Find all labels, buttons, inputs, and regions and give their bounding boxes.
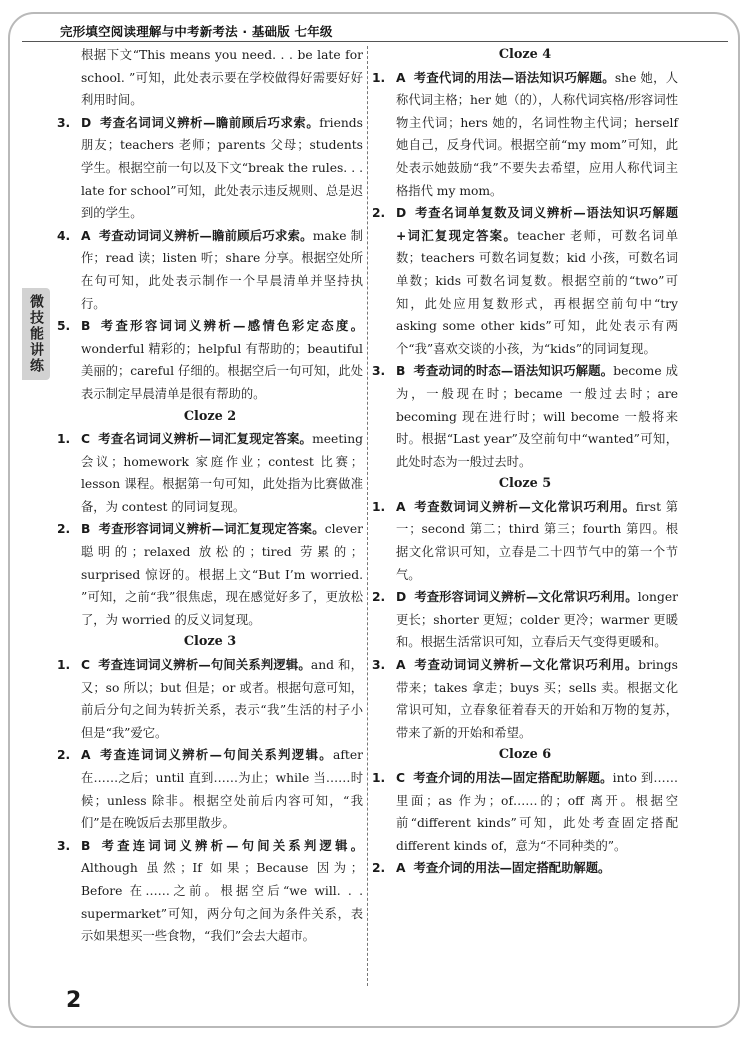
answer-letter: A — [81, 228, 91, 243]
answer-letter: A — [396, 70, 406, 85]
answer-item — [372, 360, 678, 473]
item-number: 3. — [372, 364, 386, 379]
item-body: clever 聪明的；relaxed 放松的；tired 劳累的；surprised 惊讶的。根据上文“But I’m worried. ”可知，之前“我”很焦虑，现在感觉好多了，更放松了，为 worried 的反义词复现。 — [81, 522, 363, 627]
item-heading: 考查动词词义辨析—文化常识巧利用。 — [413, 658, 639, 673]
section-title-cloze-3: Cloze 3 — [183, 634, 237, 650]
continuation-text: 根据下文“This means you need. . . be late for school. ”可知，此处表示要在学校做得好需要好好利用时间。 — [81, 48, 363, 108]
item-body: Although 虽然；If 如果；Because 因为；Before 在……之前。根据空后“we will. . . supermarket”可知，两分句之间为条件关系，表示如果想买一些食物，“我们”会去大超市。 — [81, 861, 363, 944]
item-heading: 考查介词的用法—固定搭配助解题。 — [413, 771, 613, 785]
side-tab-label: 微技能讲练 — [28, 294, 44, 374]
item-heading: 考查形容词词义辨析—感情色彩定态度。 — [98, 319, 363, 334]
item-heading: 考查形容词词义辨析—词汇复现定答案。 — [98, 522, 325, 537]
answer-item — [57, 835, 363, 948]
item-number: 1. — [372, 771, 386, 785]
item-body: make 制作；read 读；listen 听；share 分享。根据空处所在句可知，此处表示制作一个早晨清单并坚持执行。 — [81, 228, 363, 311]
answer-item — [57, 428, 363, 518]
right-column — [372, 44, 678, 880]
item-number: 2. — [372, 861, 386, 876]
item-heading: 考查代词的用法—语法知识巧解题。 — [413, 70, 615, 85]
running-header: 完形填空阅读理解与中考新考法 · 基础版 七年级 — [60, 24, 333, 39]
item-heading: 考查介词的用法—固定搭配助解题。 — [413, 861, 611, 876]
answer-item — [57, 518, 363, 631]
item-heading: 考查形容词词义辨析—文化常识巧利用。 — [414, 590, 638, 605]
answer-letter: D — [396, 206, 407, 221]
item-number: 3. — [57, 838, 71, 853]
item-heading: 考查连词词义辨析—句间关系判逻辑。 — [98, 658, 311, 673]
answer-item — [57, 225, 363, 315]
item-heading: 考查连词词义辨析—句间关系判逻辑。 — [98, 838, 363, 853]
answer-item — [372, 586, 678, 654]
item-body: longer 更长；shorter 更短；colder 更冷；warmer 更暖和。根据生活常识可知，立春后天气变得更暖和。 — [396, 590, 678, 650]
answer-letter: C — [396, 771, 406, 785]
item-heading: 考查名词词义辨析—词汇复现定答案。 — [98, 432, 313, 447]
item-heading: 考查名词单复数及词义辨析—语法知识巧解题+词汇复现定答案。 — [396, 206, 678, 243]
header-rule — [22, 41, 728, 42]
item-body: brings 带来；takes 拿走；buys 买；sells 卖。根据文化常识可知，立春象征着春天的开始和万物的复苏，带来了新的开始和希望。 — [396, 658, 678, 740]
answer-item — [57, 112, 363, 225]
item-number: 4. — [57, 228, 71, 243]
item-number: 2. — [372, 206, 386, 221]
item-body: friends 朋友；teachers 老师；parents 父母；students 学生。根据空前一句以及下文“break the rules. . . late for school”可知，此处表示违反规则、总是迟到的学生。 — [81, 115, 363, 221]
answer-letter: A — [396, 499, 406, 514]
answer-letter: C — [81, 658, 91, 673]
answer-item — [372, 857, 678, 880]
item-heading: 考查名词词义辨析—瞻前顾后巧求索。 — [99, 115, 320, 130]
answer-item — [372, 767, 678, 857]
answer-letter: A — [396, 861, 406, 876]
item-number: 1. — [372, 499, 386, 514]
item-body: wonderful 精彩的；helpful 有帮助的；beautiful 美丽的；careful 仔细的。根据空后一句可知，此处表示制定早晨清单是很有帮助的。 — [81, 341, 363, 401]
left-column — [57, 44, 363, 948]
item-body: into 到……里面；as 作为；of……的；off 离开。根据空前“different kinds”可知，此处考查固定搭配 different kinds of，意为“不同种类的”。 — [396, 771, 678, 853]
item-number: 2. — [57, 522, 71, 537]
item-number: 1. — [57, 432, 71, 447]
answer-letter: D — [81, 115, 92, 130]
item-body: after 在……之后；until 直到……为止；while 当……时候；unless 除非。根据空处前后内容可知，“我们”是在晚饭后去那里散步。 — [81, 748, 363, 831]
answer-letter: B — [81, 319, 91, 334]
item-body: meeting 会议；homework 家庭作业；contest 比赛；lesson 课程。根据第一句可知，此处指为比赛做准备，为 contest 的同词复现。 — [81, 432, 363, 514]
item-body: first 第一；second 第二；third 第三；fourth 第四。根据文化常识可知，立春是二十四节气中的第一个节气。 — [396, 499, 678, 582]
item-number: 2. — [372, 590, 386, 605]
section-title-cloze-5: Cloze 5 — [498, 476, 552, 492]
answer-item — [57, 744, 363, 834]
section-title-cloze-2: Cloze 2 — [183, 408, 237, 424]
section-title-cloze-6: Cloze 6 — [498, 747, 552, 763]
item-body: teacher 老师，可数名词单数；teachers 可数名词复数；kid 小孩，可数名词单数；kids 可数名词复数。根据空前的“two”可知，此处应用复数形式，再根据空前句中“try asking some other kids”可知，此处表示有两个“我”喜欢交谈的小孩，为“kids”的同词复现。 — [396, 228, 679, 356]
answer-item — [57, 654, 363, 744]
page-number: 2 — [66, 988, 82, 1013]
answer-item — [57, 315, 363, 405]
column-divider — [367, 46, 368, 986]
item-heading: 考查动词的时态—语法知识巧解题。 — [413, 364, 614, 379]
answer-letter: B — [396, 364, 406, 379]
item-body: and 和，又；so 所以；but 但是；or 或者。根据句意可知，前后分句之间为转折关系，表示“我”生活的村子小但是“我”爱它。 — [81, 658, 363, 740]
answer-letter: B — [81, 522, 91, 537]
item-number: 3. — [372, 658, 386, 673]
item-number: 2. — [57, 748, 71, 763]
item-heading: 考查数词词义辨析—文化常识巧利用。 — [413, 499, 636, 514]
answer-letter: A — [81, 748, 91, 763]
answer-letter: D — [396, 590, 407, 605]
answer-item — [372, 202, 678, 360]
answer-letter: C — [81, 432, 91, 447]
section-title-cloze-4: Cloze 4 — [498, 47, 552, 62]
answer-item — [372, 654, 678, 744]
item-number: 5. — [57, 319, 71, 334]
item-body: she 她，人称代词主格；her 她（的），人称代词宾格/形容词性物主代词；hers 她的，名词性物主代词；herself 她自己，反身代词。根据空前“my mom”可知，此处表示她鼓励“我”不要失去希望，应用人称代词主格指代 my mom。 — [396, 70, 678, 198]
answer-letter: A — [396, 658, 406, 673]
item-body: become 成为，一般现在时；became 一般过去时；are becoming 现在进行时；will become 一般将来时。根据“Last year”及空前句中“wanted”可知，此处时态为一般过去时。 — [396, 364, 678, 469]
item-number: 3. — [57, 115, 71, 130]
answer-letter: B — [81, 838, 91, 853]
item-number: 1. — [372, 70, 386, 85]
side-tab — [22, 288, 50, 380]
item-heading: 考查连词词义辨析—句间关系判逻辑。 — [98, 748, 334, 763]
answer-item — [372, 496, 678, 586]
item-heading: 考查动词词义辨析—瞻前顾后巧求索。 — [98, 228, 313, 243]
answer-item — [372, 67, 678, 203]
item-number: 1. — [57, 658, 71, 673]
